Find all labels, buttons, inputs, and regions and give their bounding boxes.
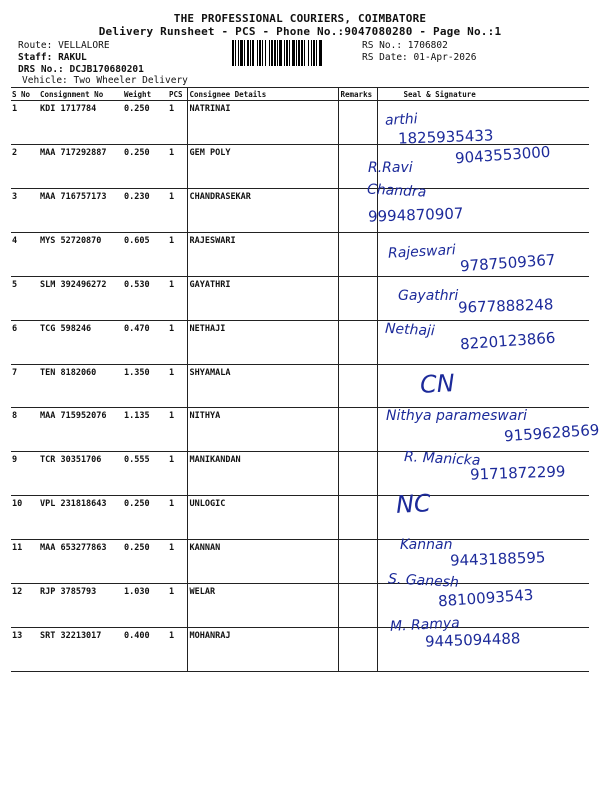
cell-consignment: SLM 392496272	[38, 276, 122, 320]
cell-pcs: 1	[167, 496, 187, 540]
cell-sno: 2	[11, 144, 38, 188]
cell-remarks	[338, 276, 377, 320]
cell-weight: 0.250	[122, 540, 167, 584]
signature-phone: 9171872299	[469, 462, 566, 484]
cell-sno: 1	[11, 101, 38, 145]
cell-weight: 1.135	[122, 408, 167, 452]
cell-remarks	[338, 232, 377, 276]
cell-consignee: NETHAJI	[187, 320, 338, 364]
drs-value: DCJB170680201	[69, 64, 144, 75]
col-header-consignee: Consignee Details	[187, 88, 338, 101]
rs-date-label: RS Date:	[362, 52, 408, 63]
cell-remarks	[338, 496, 377, 540]
cell-sno: 8	[11, 408, 38, 452]
cell-sno: 5	[11, 276, 38, 320]
cell-remarks	[338, 540, 377, 584]
cell-pcs: 1	[167, 320, 187, 364]
cell-pcs: 1	[167, 276, 187, 320]
cell-consignment: SRT 32213017	[38, 628, 122, 672]
signature-phone: 9787509367	[459, 250, 556, 276]
cell-weight: 0.230	[122, 188, 167, 232]
signature-phone: 9677888248	[457, 295, 554, 317]
cell-consignment: MAA 716757173	[38, 188, 122, 232]
signature-name: Nethaji	[384, 320, 436, 340]
signature-phone: 9994870907	[367, 204, 464, 226]
cell-consignment: TEN 8182060	[38, 364, 122, 408]
table-body	[11, 101, 589, 672]
vehicle-line	[22, 75, 188, 86]
cell-consignee: WELAR	[187, 584, 338, 628]
cell-weight: 0.250	[122, 496, 167, 540]
cell-remarks	[338, 452, 377, 496]
signature-name: Rajeswari	[387, 242, 457, 262]
route-value: VELLALORE	[58, 40, 110, 51]
cell-consignee: MOHANRAJ	[187, 628, 338, 672]
table-header-row	[11, 88, 589, 101]
cell-pcs: 1	[167, 364, 187, 408]
cell-pcs: 1	[167, 232, 187, 276]
cell-pcs: 1	[167, 188, 187, 232]
cell-sno: 9	[11, 452, 38, 496]
signature-name: M. Ramya	[389, 615, 461, 635]
rs-date-line	[362, 52, 476, 63]
cell-pcs: 1	[167, 408, 187, 452]
cell-sno: 13	[11, 628, 38, 672]
cell-consignment: MYS 52720870	[38, 232, 122, 276]
signature-name: S. Ganesh	[387, 571, 460, 591]
cell-weight: 0.605	[122, 232, 167, 276]
signature-name: NC	[395, 489, 432, 519]
document-title: THE PROFESSIONAL COURIERS, COIMBATORE	[173, 12, 427, 25]
rs-no-label: RS No.:	[362, 40, 403, 51]
cell-consignee: NATRINAI	[187, 101, 338, 145]
vehicle-value: Two Wheeler Delivery	[73, 75, 188, 86]
route-label: Route:	[18, 40, 53, 51]
signature-name: Kannan	[400, 537, 453, 553]
cell-sno: 3	[11, 188, 38, 232]
cell-pcs: 1	[167, 540, 187, 584]
cell-consignee: SHYAMALA	[187, 364, 338, 408]
cell-consignee: CHANDRASEKAR	[187, 188, 338, 232]
cell-consignee: GEM POLY	[187, 144, 338, 188]
cell-consignee: KANNAN	[187, 540, 338, 584]
cell-remarks	[338, 101, 377, 145]
signature-name: Gayathri	[398, 288, 459, 304]
cell-consignment: KDI 1717784	[38, 101, 122, 145]
table-row	[11, 496, 589, 540]
signature-phone: 8220123866	[459, 328, 556, 354]
cell-pcs: 1	[167, 628, 187, 672]
cell-consignment: MAA 653277863	[38, 540, 122, 584]
signature-name: Nithya parameswari	[386, 408, 528, 424]
signature-phone: 9443188595	[449, 548, 546, 570]
signature-name: CN	[419, 369, 456, 399]
rs-date-value: 01-Apr-2026	[413, 52, 477, 63]
cell-consignment: MAA 717292887	[38, 144, 122, 188]
cell-remarks	[338, 584, 377, 628]
drs-label: DRS No.:	[18, 64, 64, 75]
col-header-weight: Weight	[122, 88, 167, 101]
col-header-seal: Seal & Signature	[377, 88, 589, 101]
signature-phone: 8810093543	[437, 585, 534, 611]
route-line	[18, 40, 110, 51]
cell-consignment: TCR 30351706	[38, 452, 122, 496]
cell-seal	[377, 364, 589, 408]
rs-no-value: 1706802	[407, 40, 448, 51]
cell-weight: 0.250	[122, 101, 167, 145]
cell-pcs: 1	[167, 101, 187, 145]
signature-name: arthi	[384, 111, 418, 129]
table-row	[11, 101, 589, 145]
cell-weight: 1.350	[122, 364, 167, 408]
table-row	[11, 364, 589, 408]
cell-consignee: MANIKANDAN	[187, 452, 338, 496]
cell-consignment: TCG 598246	[38, 320, 122, 364]
document-subtitle: Delivery Runsheet - PCS - Phone No.:9047080280 - Page No.:1	[98, 25, 502, 38]
signature-phone: 9043553000	[454, 142, 551, 168]
staff-label: Staff:	[18, 52, 53, 63]
cell-consignee: GAYATHRI	[187, 276, 338, 320]
cell-sno: 12	[11, 584, 38, 628]
cell-consignee: RAJESWARI	[187, 232, 338, 276]
cell-weight: 0.400	[122, 628, 167, 672]
cell-remarks	[338, 628, 377, 672]
drs-line	[18, 64, 144, 75]
cell-remarks	[338, 320, 377, 364]
staff-line	[18, 52, 87, 63]
cell-consignment: MAA 715952076	[38, 408, 122, 452]
vehicle-label: Vehicle:	[22, 75, 68, 86]
cell-consignee: NITHYA	[187, 408, 338, 452]
col-header-remarks: Remarks	[338, 88, 377, 101]
cell-sno: 11	[11, 540, 38, 584]
cell-weight: 0.470	[122, 320, 167, 364]
cell-sno: 10	[11, 496, 38, 540]
cell-sno: 7	[11, 364, 38, 408]
cell-pcs: 1	[167, 584, 187, 628]
cell-consignee: UNLOGIC	[187, 496, 338, 540]
cell-consignment: RJP 3785793	[38, 584, 122, 628]
cell-weight: 0.530	[122, 276, 167, 320]
staff-value: RAKUL	[58, 52, 87, 63]
cell-remarks	[338, 408, 377, 452]
rs-no-line	[362, 40, 448, 51]
signature-phone: 1825935433	[397, 126, 494, 148]
signature-name: R. Manicka	[403, 449, 481, 469]
cell-sno: 4	[11, 232, 38, 276]
cell-pcs: 1	[167, 144, 187, 188]
cell-weight: 0.250	[122, 144, 167, 188]
cell-sno: 6	[11, 320, 38, 364]
signature-name: Chandra	[366, 181, 427, 201]
col-header-pcs: PCS	[167, 88, 187, 101]
col-header-sno: S No	[11, 88, 38, 101]
runsheet-table	[11, 87, 589, 672]
cell-weight: 0.555	[122, 452, 167, 496]
signature-name: R.Ravi	[368, 160, 413, 176]
signature-phone: 9159628569	[503, 420, 600, 446]
cell-weight: 1.030	[122, 584, 167, 628]
table-row	[11, 188, 589, 232]
cell-consignment: VPL 231818643	[38, 496, 122, 540]
barcode-image	[232, 40, 358, 66]
cell-remarks	[338, 364, 377, 408]
signature-phone: 9445094488	[424, 629, 521, 651]
cell-pcs: 1	[167, 452, 187, 496]
col-header-consignment: Consignment No	[38, 88, 122, 101]
